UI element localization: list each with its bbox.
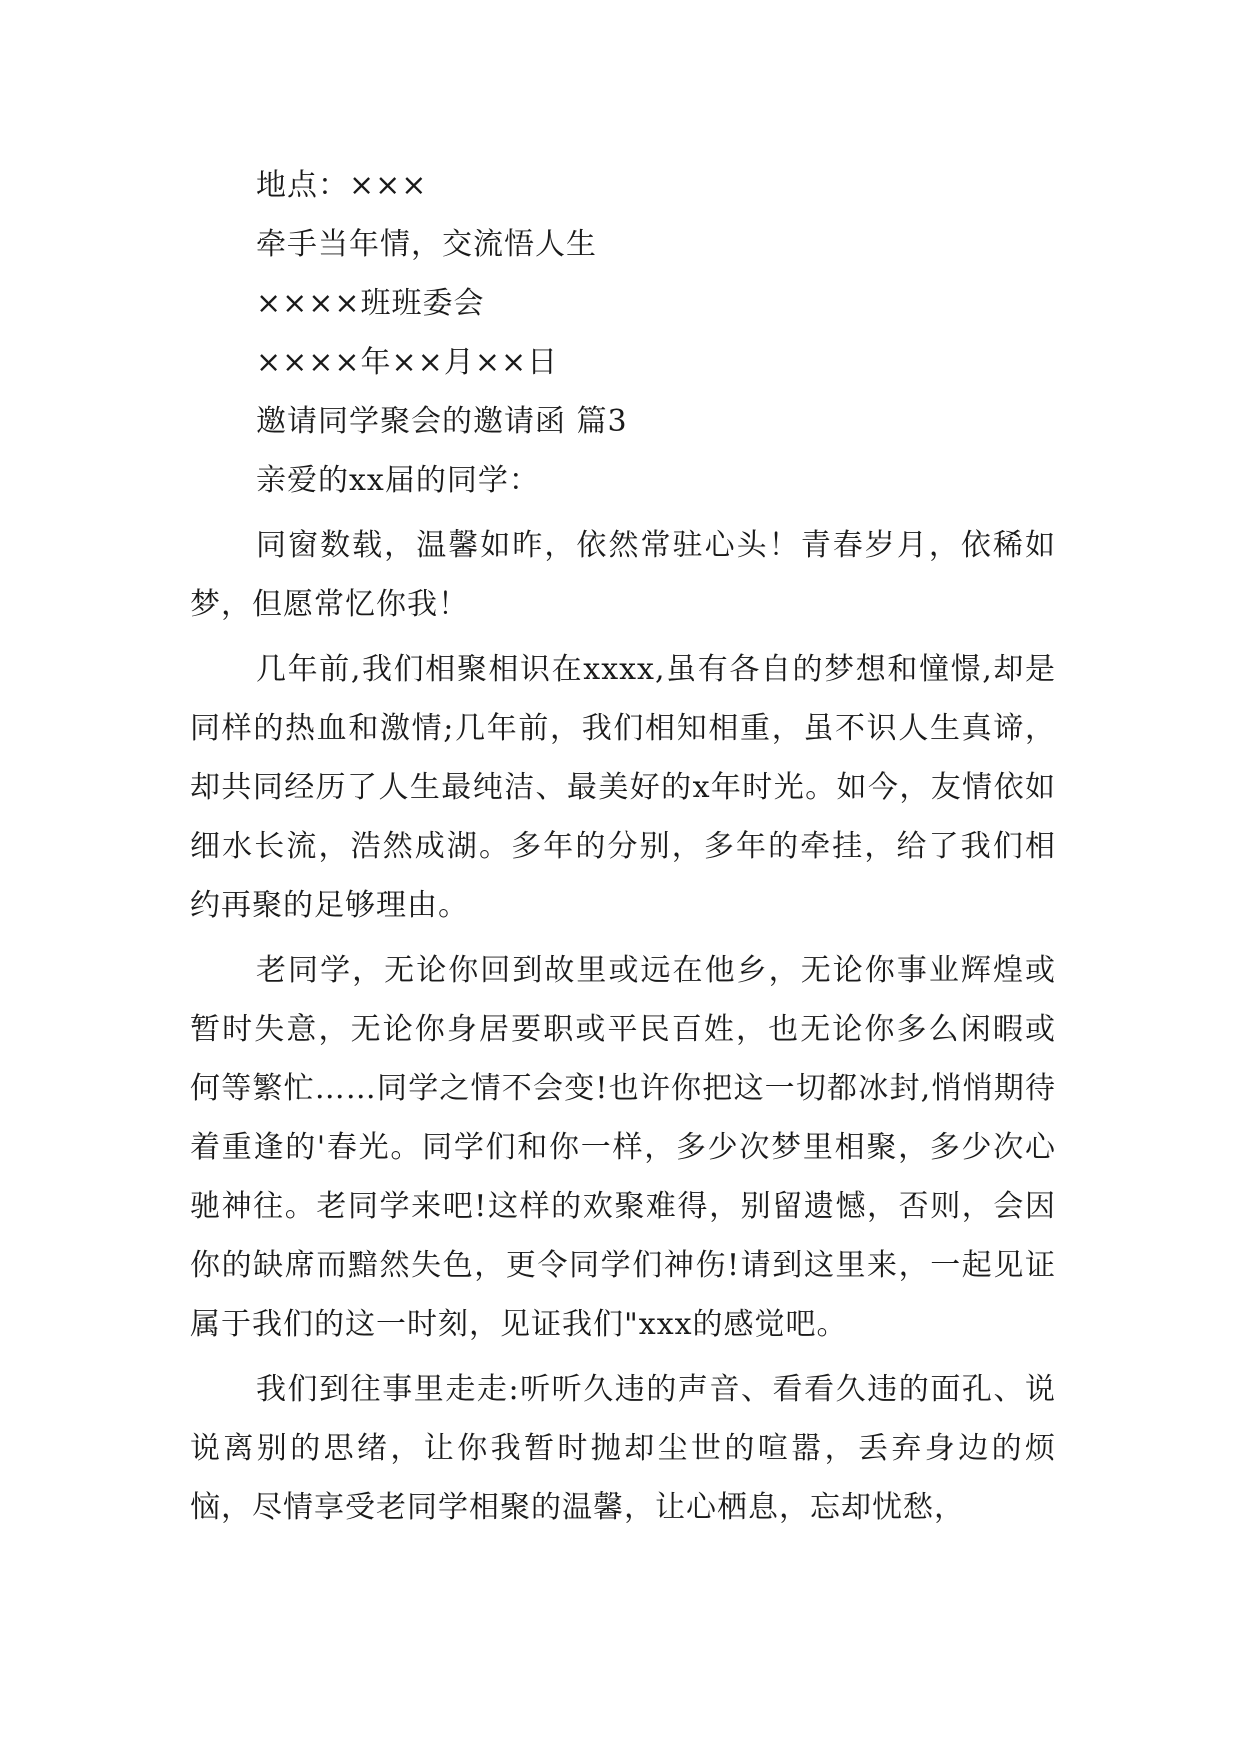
paragraph-3: 老同学，无论你回到故里或远在他乡，无论你事业辉煌或暂时失意，无论你身居要职或平民百姓，也无论你多么闲暇或何等繁忙……同学之情不会变!也许你把这一切都冰封,悄悄期待着重逢的'春光。同学们和你一样，多少次梦里相聚，多少次心驰神往。老同学来吧!这样的欢聚难得，别留遗憾，否则，会因你的缺席而黯然失色，更令同学们神伤!请到这里来，一起见证属于我们的这一时刻，见证我们"xxx的感觉吧。 (190, 953, 1056, 1342)
paragraph-4: 我们到往事里走走:听听久违的声音、看看久违的面孔、说说离别的思绪，让你我暂时抛却尘世的喧嚣，丢弃身边的烦恼，尽情享受老同学相聚的温馨，让心栖息，忘却忧愁， (190, 1372, 1056, 1525)
salutation-line: 亲爱的xx届的同学： (256, 463, 540, 498)
date-line: ××××年××月××日 (256, 345, 559, 380)
location-line: 地点：××× (256, 168, 428, 203)
paragraph-2: 几年前,我们相聚相识在xxxx,虽有各自的梦想和憧憬,却是同样的热血和激情;几年前，我们相知相重，虽不识人生真谛，却共同经历了人生最纯洁、最美好的x年时光。如今，友情依如细水长流，浩然成湖。多年的分别，多年的牵挂，给了我们相约再聚的足够理由。 (190, 652, 1056, 923)
organizer-line: ××××班班委会 (256, 286, 485, 321)
paragraph-1: 同窗数载，温馨如昨，依然常驻心头！青春岁月，依稀如梦，但愿常忆你我！ (190, 528, 1056, 622)
section-heading: 邀请同学聚会的邀请函 篇3 (256, 404, 628, 439)
document-body (190, 156, 1056, 1537)
slogan-line: 牵手当年情，交流悟人生 (256, 227, 597, 262)
